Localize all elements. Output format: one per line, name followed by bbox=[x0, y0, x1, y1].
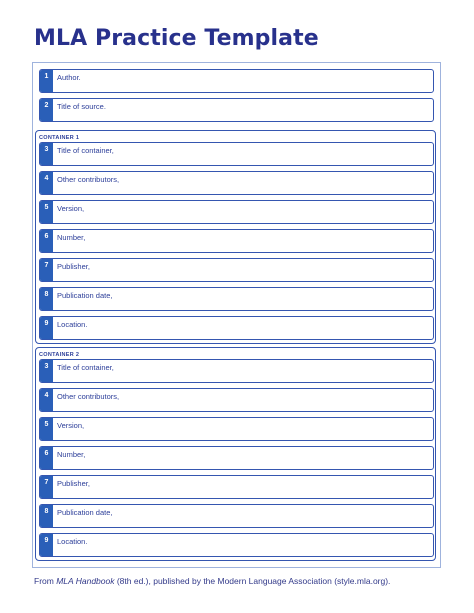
row-label: Title of container, bbox=[57, 146, 114, 155]
row-number: 6 bbox=[40, 447, 53, 469]
row-label: Number, bbox=[57, 233, 86, 242]
container-2-publisher-field[interactable] bbox=[39, 475, 434, 499]
container-2-label: CONTAINER 2 bbox=[39, 352, 80, 358]
row-label: Other contributors, bbox=[57, 175, 120, 184]
row-label: Version, bbox=[57, 421, 85, 430]
container-1-title-field[interactable] bbox=[39, 142, 434, 166]
row-label: Title of source. bbox=[57, 102, 106, 111]
page-title: MLA Practice Template bbox=[34, 26, 319, 51]
container-2-title-field[interactable] bbox=[39, 359, 434, 383]
container-1-version-field[interactable] bbox=[39, 200, 434, 224]
container-1-contributors-field[interactable] bbox=[39, 171, 434, 195]
row-number: 8 bbox=[40, 288, 53, 310]
author-field[interactable] bbox=[39, 69, 434, 93]
row-label: Publisher, bbox=[57, 479, 90, 488]
row-number: 4 bbox=[40, 172, 53, 194]
container-1-publisher-field[interactable] bbox=[39, 258, 434, 282]
row-label: Version, bbox=[57, 204, 85, 213]
container-2-number-field[interactable] bbox=[39, 446, 434, 470]
row-number: 3 bbox=[40, 143, 53, 165]
row-number: 5 bbox=[40, 201, 53, 223]
container-2-location-field[interactable] bbox=[39, 533, 434, 557]
footer-credit bbox=[34, 576, 390, 586]
row-number: 4 bbox=[40, 389, 53, 411]
row-label: Title of container, bbox=[57, 363, 114, 372]
container-2-version-field[interactable] bbox=[39, 417, 434, 441]
row-number: 2 bbox=[40, 99, 53, 121]
row-label: Location. bbox=[57, 320, 88, 329]
row-number: 3 bbox=[40, 360, 53, 382]
title-of-source-field[interactable] bbox=[39, 98, 434, 122]
row-number: 1 bbox=[40, 70, 53, 92]
row-number: 8 bbox=[40, 505, 53, 527]
footer-prefix: From bbox=[34, 576, 57, 586]
row-number: 6 bbox=[40, 230, 53, 252]
container-2-contributors-field[interactable] bbox=[39, 388, 434, 412]
footer-book-title: MLA Handbook bbox=[56, 576, 115, 586]
row-number: 7 bbox=[40, 259, 53, 281]
row-label: Publication date, bbox=[57, 508, 113, 517]
container-1-label: CONTAINER 1 bbox=[39, 135, 80, 141]
row-label: Number, bbox=[57, 450, 86, 459]
container-1-number-field[interactable] bbox=[39, 229, 434, 253]
row-label: Location. bbox=[57, 537, 88, 546]
row-number: 5 bbox=[40, 418, 53, 440]
row-number: 9 bbox=[40, 534, 53, 556]
container-2-date-field[interactable] bbox=[39, 504, 434, 528]
row-label: Other contributors, bbox=[57, 392, 120, 401]
row-label: Publication date, bbox=[57, 291, 113, 300]
row-label: Publisher, bbox=[57, 262, 90, 271]
row-label: Author. bbox=[57, 73, 81, 82]
container-1-date-field[interactable] bbox=[39, 287, 434, 311]
footer-suffix: (8th ed.), published by the Modern Language Association (style.mla.org). bbox=[114, 576, 391, 586]
row-number: 9 bbox=[40, 317, 53, 339]
row-number: 7 bbox=[40, 476, 53, 498]
container-1-location-field[interactable] bbox=[39, 316, 434, 340]
